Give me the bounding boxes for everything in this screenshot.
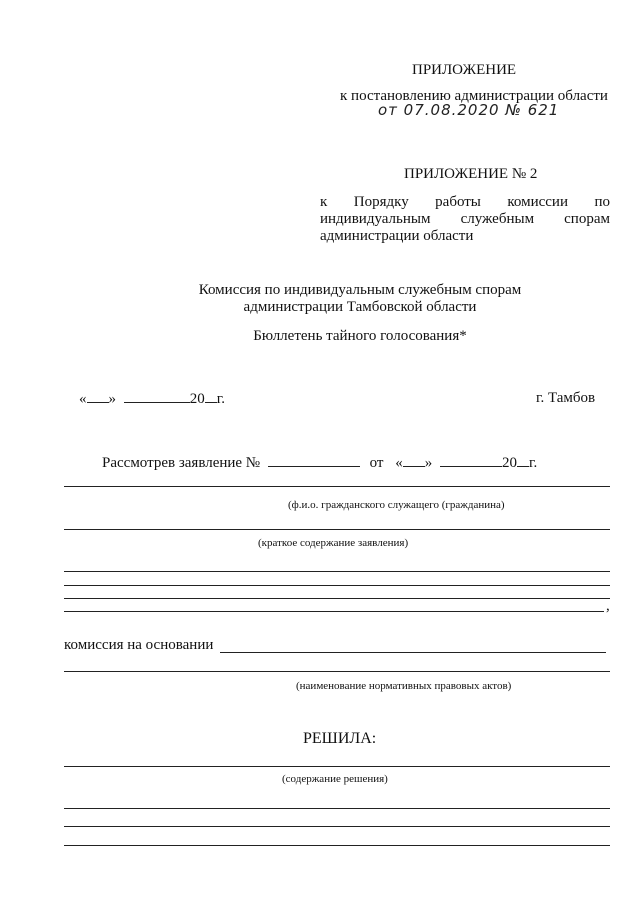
year-prefix: 20	[501, 455, 517, 471]
order-word: служебным	[460, 211, 535, 227]
order-word: Порядку	[353, 194, 409, 210]
order-word: индивидуальным	[320, 211, 431, 227]
statement-month-blank[interactable]	[440, 454, 502, 467]
order-line-2	[320, 211, 610, 228]
year-suffix: г.	[528, 455, 538, 471]
decision-title: РЕШИЛА:	[303, 730, 377, 747]
day-blank[interactable]	[87, 390, 109, 403]
decision-extra-line-3[interactable]	[64, 845, 610, 846]
summary-extra-line-1[interactable]	[64, 571, 610, 572]
caption-acts: (наименование нормативных правовых актов)	[296, 680, 512, 692]
order-word: к	[320, 194, 328, 210]
basis-line[interactable]	[220, 652, 606, 653]
commission-title-line2: администрации Тамбовской области	[243, 299, 477, 315]
city: г. Тамбов	[536, 390, 596, 406]
order-line-3: администрации области	[320, 228, 474, 244]
basis-line-2[interactable]	[64, 671, 610, 672]
decision-line[interactable]	[64, 766, 610, 767]
fio-line[interactable]	[64, 486, 610, 487]
year-prefix: 20	[189, 391, 205, 407]
decision-extra-line-1[interactable]	[64, 808, 610, 809]
order-word: спорам	[564, 211, 610, 227]
order-word: комиссии	[507, 194, 568, 210]
order-line-1	[320, 194, 610, 211]
caption-decision: (содержание решения)	[282, 773, 388, 785]
year-blank[interactable]	[205, 390, 217, 403]
statement-number-blank[interactable]	[268, 454, 360, 467]
decision-extra-line-2[interactable]	[64, 826, 610, 827]
month-blank[interactable]	[124, 390, 190, 403]
commission-label: комиссия на основании	[64, 637, 214, 653]
from-label: от	[369, 455, 384, 471]
commission-title-line1: Комиссия по индивидуальным служебным спорам	[198, 282, 522, 298]
statement-row	[102, 454, 537, 472]
order-word: работы	[435, 194, 481, 210]
quote-open: «	[79, 391, 87, 407]
handwritten-date: от 07.08.2020 № 621	[378, 101, 560, 119]
year-suffix: г.	[216, 391, 225, 407]
trailing-comma: ,	[606, 598, 610, 614]
appendix-title: ПРИЛОЖЕНИЕ	[412, 62, 517, 78]
caption-fio: (ф.и.о. гражданского служащего (гражданина)	[288, 499, 505, 511]
summary-line[interactable]	[64, 529, 610, 530]
statement-label: Рассмотрев заявление №	[102, 455, 261, 471]
order-word: по	[594, 194, 610, 210]
date-row	[79, 390, 225, 408]
ballot-subtitle: Бюллетень тайного голосования*	[253, 328, 467, 344]
summary-extra-line-3[interactable]	[64, 598, 610, 599]
quote-close: »	[424, 455, 433, 471]
appendix2-title: ПРИЛОЖЕНИЕ № 2	[404, 166, 538, 182]
statement-day-blank[interactable]	[403, 454, 425, 467]
statement-year-blank[interactable]	[517, 454, 529, 467]
appendix-to-text: к постановлению администрации области	[340, 88, 608, 104]
caption-summary: (краткое содержание заявления)	[258, 537, 409, 549]
quote-open: «	[395, 455, 403, 471]
quote-close: »	[108, 391, 116, 407]
summary-extra-line-4[interactable]	[64, 611, 604, 612]
summary-extra-line-2[interactable]	[64, 585, 610, 586]
